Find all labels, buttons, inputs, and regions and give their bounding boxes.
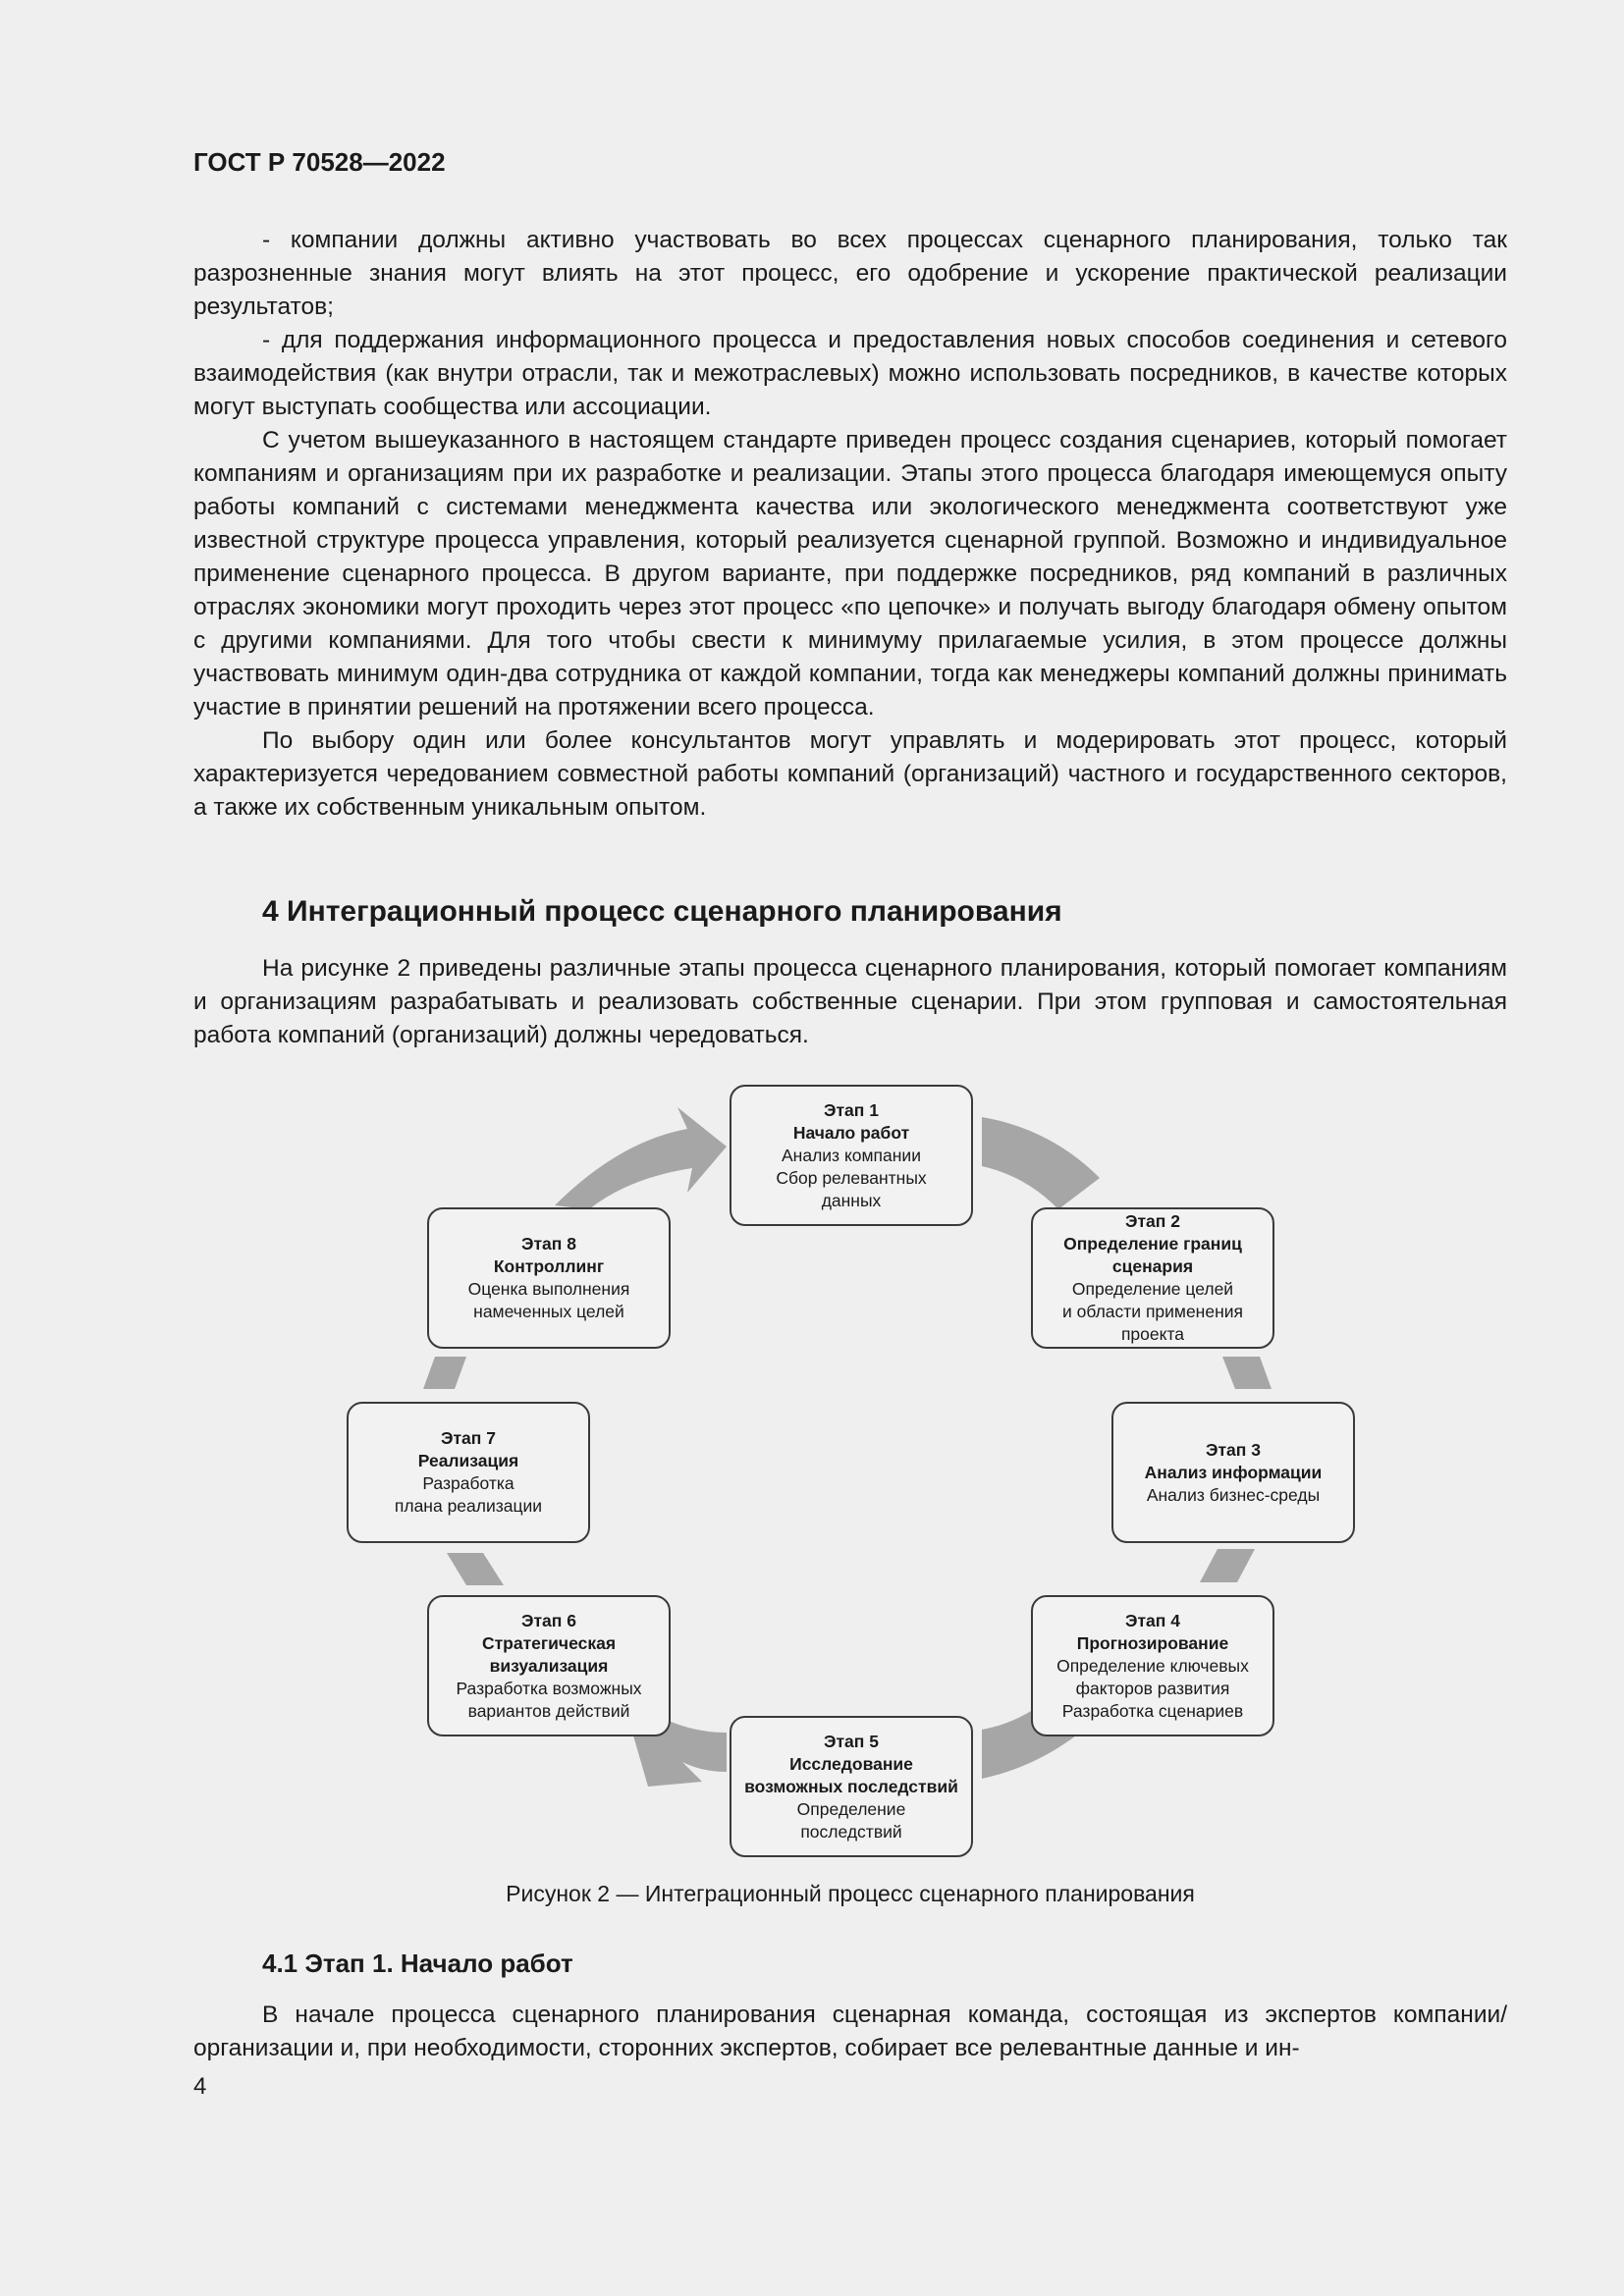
paragraph: - для поддержания информационного процесса и предоставления новых способов соединения и сетевого взаимодействия (как внутри отрасли, так и межотраслевых) можно использовать посредников, в качестве которых могут выступать сообщества или ассоциации. bbox=[193, 327, 1507, 420]
stage-4-box bbox=[1031, 1595, 1274, 1736]
stage-6-box bbox=[427, 1595, 671, 1736]
stage-title: Прогнозирование bbox=[1076, 1632, 1229, 1653]
stage-number: Этап 1 bbox=[824, 1099, 879, 1120]
stage-description: Разработка плана реализации bbox=[394, 1473, 543, 1516]
stage-description: Анализ бизнес-среды bbox=[1146, 1484, 1321, 1505]
figure-caption: Рисунок 2 — Интеграционный процесс сценарного планирования bbox=[506, 1881, 1195, 1906]
stage-title: Стратегическая визуализация bbox=[481, 1632, 617, 1676]
stage-number: Этап 6 bbox=[521, 1610, 576, 1630]
stage-3-box bbox=[1111, 1402, 1355, 1543]
arrow-2-to-3 bbox=[1222, 1357, 1272, 1389]
arrow-1-to-2 bbox=[982, 1117, 1100, 1209]
stage-title: Контроллинг bbox=[493, 1256, 605, 1276]
stage-number: Этап 2 bbox=[1125, 1211, 1180, 1231]
arrow-7-to-8 bbox=[423, 1357, 466, 1389]
stage-number: Этап 3 bbox=[1206, 1439, 1261, 1460]
stage-8-box bbox=[427, 1207, 671, 1349]
section-title: 4 Интеграционный процесс сценарного планирования bbox=[262, 895, 1062, 928]
stage-number: Этап 4 bbox=[1125, 1610, 1180, 1630]
stage-1-box bbox=[730, 1085, 973, 1226]
stage-title: Реализация bbox=[417, 1451, 519, 1470]
stage-7-box bbox=[347, 1402, 590, 1543]
paragraph: - компании должны активно участвовать во всех процессах сценарного планирования, только так разрозненные знания могут влиять на этот процесс, его одобрение и ускорение практической реализации результатов; bbox=[193, 227, 1507, 320]
subsection-text bbox=[193, 1999, 1507, 2065]
stage-description: Определение ключевых факторов развития Разработка сценариев bbox=[1056, 1655, 1249, 1721]
stage-description: Определение последствий bbox=[796, 1798, 906, 1842]
stage-number: Этап 8 bbox=[521, 1234, 576, 1254]
stage-description: Анализ компании Сбор релевантных данных bbox=[776, 1145, 927, 1210]
page-number: 4 bbox=[193, 2073, 207, 2100]
arrow-3-to-4 bbox=[1200, 1549, 1255, 1582]
paragraph: По выбору один или более консультантов могут управлять и модерировать этот процесс, который характеризуется чередованием совместной работы компаний (организаций) частного и государственного секторов, а также их собственным уникальным опытом. bbox=[193, 727, 1507, 821]
stage-number: Этап 5 bbox=[824, 1731, 879, 1751]
arrow-6-to-7 bbox=[447, 1553, 504, 1585]
stage-description: Разработка возможных вариантов действий bbox=[456, 1678, 642, 1721]
stage-title: Исследование возможных последствий bbox=[744, 1753, 958, 1796]
stage-5-box bbox=[730, 1716, 973, 1857]
stage-title: Определение границ сценария bbox=[1063, 1234, 1242, 1276]
document-code: ГОСТ Р 70528—2022 bbox=[193, 147, 446, 177]
stage-2-box bbox=[1031, 1207, 1274, 1349]
stage-number: Этап 7 bbox=[441, 1428, 496, 1448]
paragraph: На рисунке 2 приведены различные этапы процесса сценарного планирования, который помогает компаниям и организациям разрабатывать и реализовать собственные сценарии. При этом групповая и самостоятельная работа компаний (организаций) должны чередоваться. bbox=[193, 955, 1507, 1048]
stage-title: Начало работ bbox=[792, 1122, 910, 1143]
paragraph: В начале процесса сценарного планирования сценарная команда, состоящая из экспертов компании/организации и, при необходимости, сторонних экспертов, собирает все релевантные данные и ин- bbox=[193, 2002, 1507, 2061]
stage-title: Анализ информации bbox=[1144, 1462, 1323, 1482]
stage-description: Определение целей и области применения проекта bbox=[1061, 1279, 1243, 1344]
stage-description: Оценка выполнения намеченных целей bbox=[467, 1279, 630, 1321]
arrow-8-to-1 bbox=[555, 1107, 727, 1209]
subsection-title: 4.1 Этап 1. Начало работ bbox=[262, 1949, 573, 1978]
paragraph: С учетом вышеуказанного в настоящем стандарте приведен процесс создания сценариев, который помогает компаниям и организациям при их разработке и реализации. Этапы этого процесса благодаря имеющемуся опыту работы компаний с системами менеджмента качества или экологического менеджмента соответствуют уже известной структуре процесса управления, который реализуется сценарной группой. Возможно и индивидуальное применение сценарного процесса. В другом варианте, при поддержке посредников, ряд компаний в различных отраслях экономики могут проходить через этот процесс «по цепочке» и получать выгоду благодаря обмену опытом с другими компаниями. Для того чтобы свести к минимуму прилагаемые усилия, в этом процессе должны участвовать минимум один-два сотрудника от каждой компании, тогда как менеджеры компаний должны принимать участие в принятии решений на протяжении всего процесса. bbox=[193, 427, 1507, 721]
